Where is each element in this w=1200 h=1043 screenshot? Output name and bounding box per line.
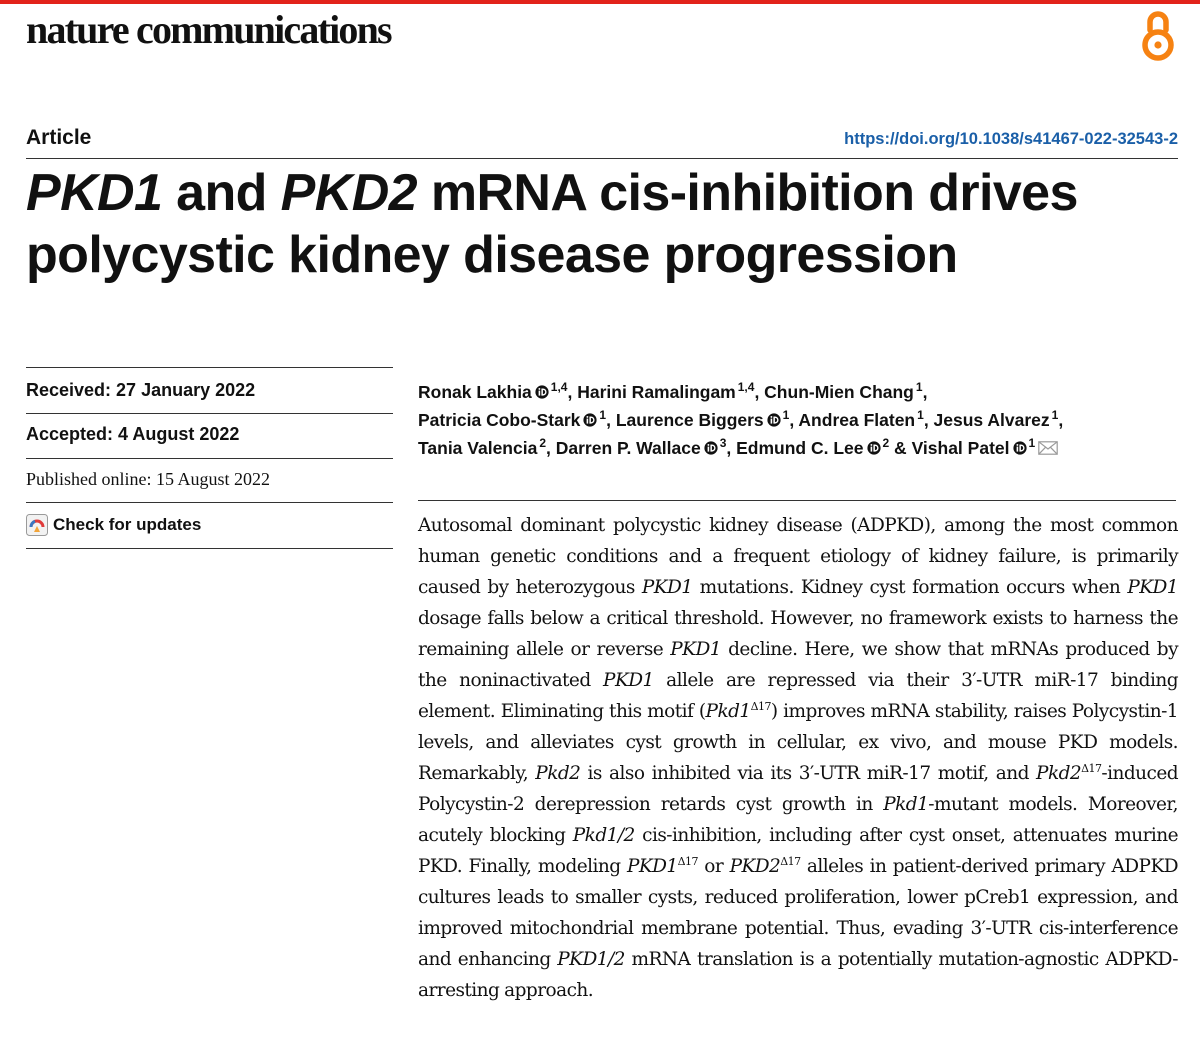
abstract-segment: decline. Here, we show that mRNAs produced by the noninactivated bbox=[418, 639, 1178, 691]
author-affiliation: 2 bbox=[539, 436, 547, 451]
orcid-icon[interactable] bbox=[704, 441, 718, 455]
gene-name: Pkd2 bbox=[535, 763, 581, 784]
author-separator: , bbox=[1058, 410, 1064, 430]
author-name-text: Darren P. Wallace bbox=[555, 438, 701, 458]
author-name[interactable] bbox=[934, 410, 1059, 430]
abstract-segment: allele are repressed via their 3′-UTR miR-17 binding element. Eliminating this motif ( bbox=[418, 670, 1178, 722]
check-for-updates-button[interactable] bbox=[26, 514, 201, 536]
meta-divider bbox=[26, 548, 393, 549]
abstract-segment: or bbox=[697, 856, 730, 877]
abstract-segment: mRNA translation is a potentially mutation-agnostic ADPKD-arresting approach. bbox=[418, 949, 1178, 1001]
meta-divider bbox=[26, 502, 393, 503]
published-date: Published online: 15 August 2022 bbox=[26, 469, 271, 489]
author-name[interactable] bbox=[577, 382, 754, 402]
author-name[interactable] bbox=[418, 382, 567, 402]
author-separator: , bbox=[567, 382, 578, 402]
author-name-text: Chun-Mien Chang bbox=[764, 382, 914, 402]
author-affiliation: 1 bbox=[1051, 408, 1059, 423]
author-name[interactable] bbox=[912, 438, 1059, 458]
author-separator: & bbox=[889, 438, 912, 458]
author-name-text: Andrea Flaten bbox=[798, 410, 916, 430]
journal-name[interactable]: nature communications bbox=[26, 7, 391, 52]
mail-icon[interactable] bbox=[1038, 441, 1058, 455]
gene-name: PKD1/2 bbox=[557, 949, 625, 970]
abstract-segment: mutations. Kidney cyst formation occurs when bbox=[692, 577, 1128, 598]
orcid-icon[interactable] bbox=[867, 441, 881, 455]
author-affiliation: 1,4 bbox=[737, 380, 755, 395]
abstract-segment: ) improves mRNA stability, raises Polycystin-1 levels, and alleviates cyst growth in cellular, ex vivo, and mouse PKD models. Remarkably, bbox=[418, 701, 1178, 784]
title-line1-rest: mRNA cis-inhibition drives bbox=[416, 164, 1078, 222]
author-separator: , bbox=[923, 410, 934, 430]
author-list bbox=[418, 378, 1188, 462]
title-gene-pkd2: PKD2 bbox=[280, 164, 417, 222]
allele-superscript: Δ17 bbox=[780, 854, 801, 868]
author-separator: , bbox=[789, 410, 799, 430]
orcid-icon[interactable] bbox=[535, 385, 549, 399]
gene-name: Pkd1 bbox=[705, 701, 751, 722]
article-title bbox=[26, 162, 1186, 286]
gene-name: PKD1 bbox=[603, 670, 654, 691]
author-name-text: Laurence Biggers bbox=[615, 410, 764, 430]
meta-divider bbox=[26, 367, 393, 368]
author-separator: , bbox=[726, 438, 737, 458]
author-affiliation: 1 bbox=[915, 380, 923, 395]
author-name-text: Patricia Cobo-Stark bbox=[418, 410, 581, 430]
gene-name: PKD1 bbox=[626, 856, 678, 877]
author-name-text: Ronak Lakhia bbox=[418, 382, 532, 402]
orcid-icon[interactable] bbox=[583, 413, 597, 427]
check-updates-label: Check for updates bbox=[53, 515, 202, 534]
abstract-text bbox=[418, 510, 1178, 1006]
gene-name: PKD1 bbox=[1127, 577, 1178, 598]
author-name[interactable] bbox=[764, 382, 922, 402]
doi-link[interactable]: https://doi.org/10.1038/s41467-022-32543-2 bbox=[844, 130, 1178, 148]
abstract-segment: -induced Polycystin-2 derepression retards cyst growth in bbox=[418, 763, 1179, 815]
gene-name: PKD1 bbox=[641, 577, 693, 598]
allele-superscript: Δ17 bbox=[677, 854, 698, 868]
author-name-text: Tania Valencia bbox=[418, 438, 538, 458]
meta-divider bbox=[26, 458, 393, 459]
gene-name: PKD2 bbox=[729, 856, 781, 877]
title-gene-pkd1: PKD1 bbox=[26, 164, 163, 222]
abstract-segment: Autosomal dominant polycystic kidney disease (ADPKD), among the most common human genetic conditions and a frequent etiology of kidney failure, is primarily caused by heterozygous bbox=[418, 515, 1178, 598]
gene-name: Pkd1/2 bbox=[572, 825, 635, 846]
top-accent-bar bbox=[0, 0, 1200, 4]
author-separator: , bbox=[922, 382, 928, 402]
author-name[interactable] bbox=[418, 410, 606, 430]
author-name[interactable] bbox=[798, 410, 923, 430]
author-name[interactable] bbox=[418, 438, 546, 458]
abstract-segment: -mutant models. Moreover, acutely blocking bbox=[418, 794, 1178, 846]
author-name[interactable] bbox=[556, 438, 727, 458]
author-name-text: Jesus Alvarez bbox=[933, 410, 1050, 430]
title-and: and bbox=[162, 164, 281, 222]
abstract-segment: cis-inhibition, including after cyst onset, attenuates murine PKD. Finally, modeling bbox=[418, 825, 1178, 877]
abstract-segment: alleles in patient-derived primary ADPKD cultures leads to smaller cysts, reduced proliferation, lower pCreb1 expression, and improved mitochondrial membrane potential. Thus, evading 3′-UTR cis-interference and enhancing bbox=[418, 856, 1178, 970]
meta-divider bbox=[26, 413, 393, 414]
gene-name: Pkd1 bbox=[883, 794, 929, 815]
orcid-icon[interactable] bbox=[767, 413, 781, 427]
author-affiliation: 1 bbox=[1028, 436, 1036, 451]
abstract-segment: dosage falls below a critical threshold. However, no framework exists to harness the remaining allele or reverse bbox=[418, 608, 1178, 660]
abstract-segment: is also inhibited via its 3′-UTR miR-17 motif, and bbox=[580, 763, 1037, 784]
author-affiliation: 1 bbox=[782, 408, 790, 423]
abstract-divider bbox=[418, 500, 1176, 501]
author-name-text: Harini Ramalingam bbox=[577, 382, 736, 402]
accepted-date: Accepted: 4 August 2022 bbox=[26, 424, 240, 444]
author-affiliation: 3 bbox=[719, 436, 727, 451]
orcid-icon[interactable] bbox=[1013, 441, 1027, 455]
author-name[interactable] bbox=[616, 410, 790, 430]
gene-name: Pkd2 bbox=[1036, 763, 1082, 784]
open-access-icon bbox=[1136, 8, 1180, 64]
title-line2: polycystic kidney disease progression bbox=[26, 226, 958, 284]
allele-superscript: Δ17 bbox=[1081, 761, 1102, 775]
author-affiliation: 1,4 bbox=[550, 380, 568, 395]
author-name[interactable] bbox=[736, 438, 889, 458]
author-affiliation: 2 bbox=[882, 436, 890, 451]
allele-superscript: Δ17 bbox=[750, 699, 771, 713]
author-separator: , bbox=[606, 410, 616, 430]
article-type-label: Article bbox=[26, 126, 92, 149]
author-separator: , bbox=[546, 438, 556, 458]
author-affiliation: 1 bbox=[917, 408, 924, 423]
author-separator: , bbox=[754, 382, 765, 402]
header-divider bbox=[26, 158, 1178, 159]
check-updates-icon bbox=[26, 514, 48, 536]
gene-name: PKD1 bbox=[670, 639, 721, 660]
author-name-text: Vishal Patel bbox=[911, 438, 1010, 458]
author-affiliation: 1 bbox=[599, 408, 607, 423]
received-date: Received: 27 January 2022 bbox=[26, 380, 256, 400]
author-name-text: Edmund C. Lee bbox=[736, 438, 864, 458]
